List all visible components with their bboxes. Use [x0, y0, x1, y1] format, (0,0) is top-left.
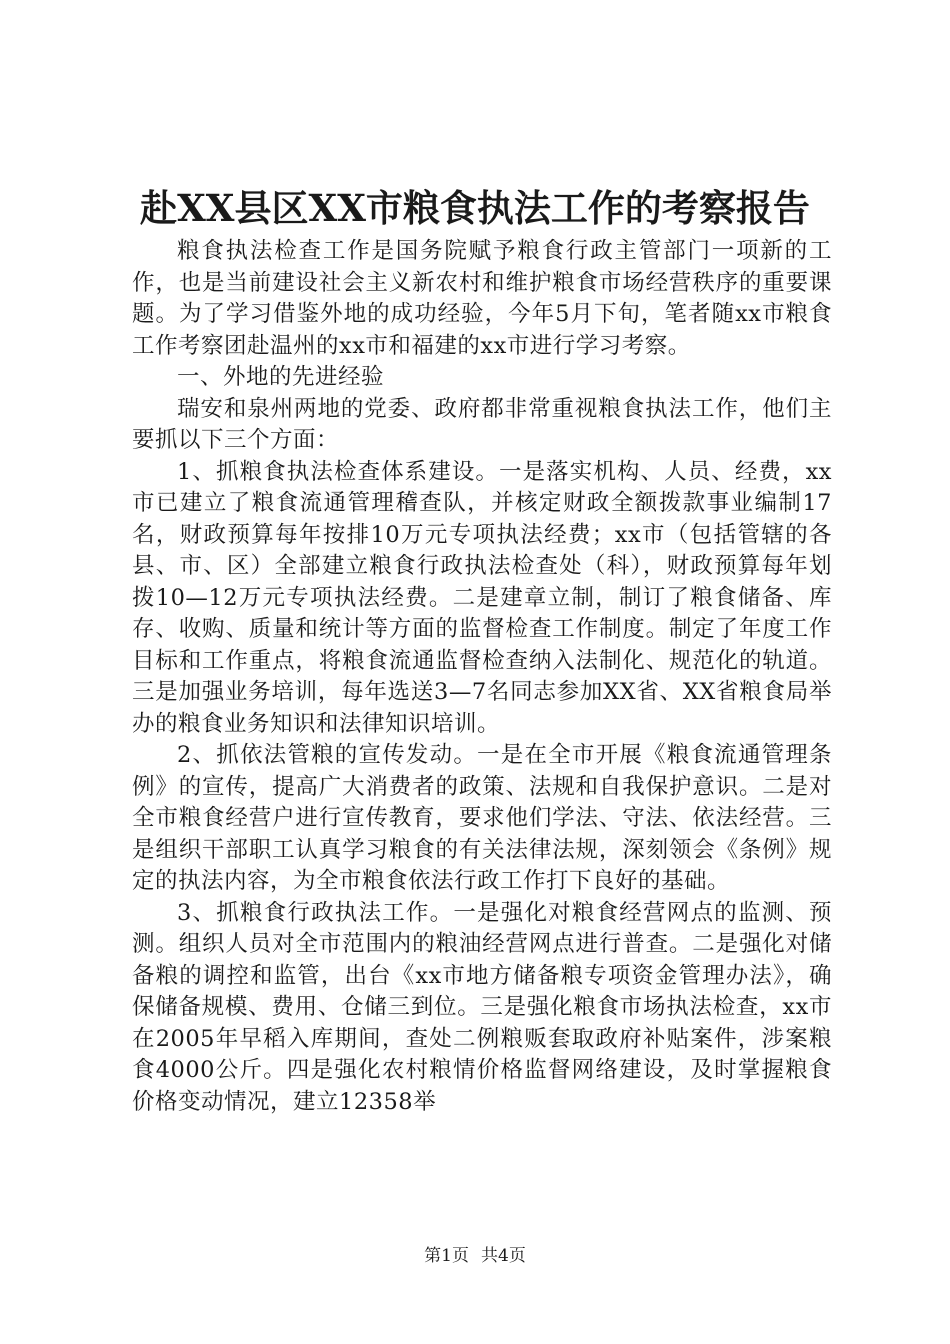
section-heading: 一、外地的先进经验	[177, 364, 385, 390]
document-title: 赴XX县区XX市粮食执法工作的考察报告	[140, 186, 810, 230]
page-total: 共4页	[481, 1246, 526, 1266]
paragraph-point-2: 2、抓依法管粮的宣传发动。一是在全市开展《粮食流通管理条例》的宣传，提高广大消费者的政策、法规和自我保护意识。二是对全市粮食经营户进行宣传教育，要求他们学法、守法、依法经营。三是组织干部职工认真学习粮食的有关法律法规，深刻领会《条例》规定的执法内容，为全市粮食依法行政工作打下良好的基础。	[132, 742, 832, 894]
paragraph-intro: 粮食执法检查工作是国务院赋予粮食行政主管部门一项新的工作，也是当前建设社会主义新农村和维护粮食市场经营秩序的重要课题。为了学习借鉴外地的成功经验，今年5月下旬，笔者随xx市粮食工作考察团赴温州的xx市和福建的xx市进行学习考察。	[132, 238, 832, 359]
paragraph-point-1: 1、抓粮食执法检查体系建设。一是落实机构、人员、经费，xx市已建立了粮食流通管理稽查队，并核定财政全额拨款事业编制17名，财政预算每年按排10万元专项执法经费；xx市（包括管辖的各县、市、区）全部建立粮食行政执法检查处（科），财政预算每年划拨10—12万元专项执法经费。二是建章立制，制订了粮食储备、库存、收购、质量和统计等方面的监督检查工作制度。制定了年度工作目标和工作重点，将粮食流通监督检查纳入法制化、规范化的轨道。三是加强业务培训，每年选送3—7名同志参加XX省、XX省粮食局举办的粮食业务知识和法律知识培训。	[132, 458, 832, 737]
page-footer	[0, 1244, 950, 1268]
paragraph-overview: 瑞安和泉州两地的党委、政府都非常重视粮食执法工作，他们主要抓以下三个方面：	[132, 395, 832, 453]
page-number: 第1页	[424, 1246, 469, 1266]
document-body	[132, 236, 832, 1118]
paragraph-point-3: 3、抓粮食行政执法工作。一是强化对粮食经营网点的监测、预测。组织人员对全市范围内的粮油经营网点进行普查。二是强化对储备粮的调控和监管，出台《xx市地方储备粮专项资金管理办法》，确保储备规模、费用、仓储三到位。三是强化粮食市场执法检查，xx市在2005年早稻入库期间，查处二例粮贩套取政府补贴案件，涉案粮食4000公斤。四是强化农村粮情价格监督网络建设，及时掌握粮食价格变动情况，建立12358举	[132, 899, 832, 1115]
